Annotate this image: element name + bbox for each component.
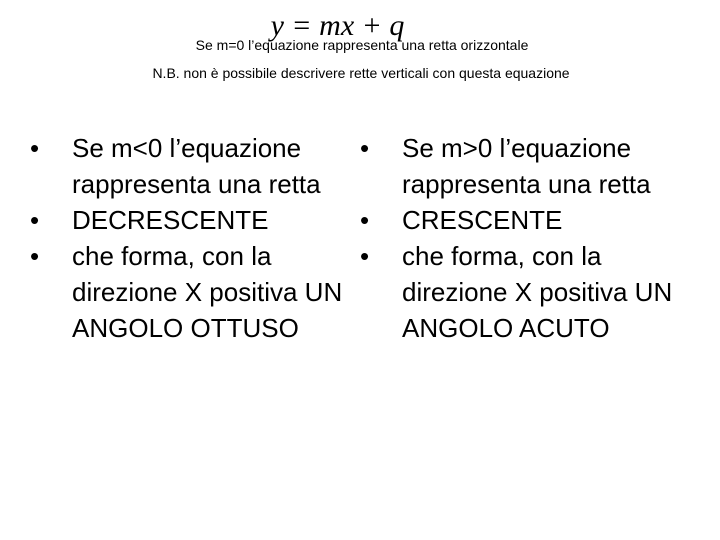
list-item-text: CRESCENTE (402, 205, 563, 235)
formula-heading: y = mx + q (270, 9, 405, 42)
list-item-text: che forma, con la direzione X positiva UN ANGOLO OTTUSO (72, 241, 343, 343)
list-item-text: Se m<0 l’equazione rappresenta una retta (72, 133, 321, 199)
list-item (360, 130, 705, 202)
bullet-icon: • (30, 133, 40, 163)
note-vertical-lines: N.B. non è possibile descrivere rette verticali con questa equazione (152, 65, 570, 81)
list-item-text: DECRESCENTE (72, 205, 269, 235)
bullet-icon: • (30, 241, 40, 271)
list-item (360, 202, 705, 238)
note-horizontal-line: Se m=0 l’equazione rappresenta una retta orizzontale (195, 37, 529, 53)
list-item-text: Se m>0 l’equazione rappresenta una retta (402, 133, 651, 199)
list-item-text: che forma, con la direzione X positiva UN ANGOLO ACUTO (402, 241, 673, 343)
list-item (30, 202, 350, 238)
bullet-icon: • (360, 133, 370, 163)
list-item (30, 130, 350, 202)
bullet-icon: • (360, 205, 370, 235)
bullet-list-positive-slope (360, 130, 705, 346)
bullet-list-negative-slope (30, 130, 350, 346)
bullet-icon: • (30, 205, 40, 235)
list-item (360, 238, 705, 346)
list-item (30, 238, 350, 346)
bullet-icon: • (360, 241, 370, 271)
